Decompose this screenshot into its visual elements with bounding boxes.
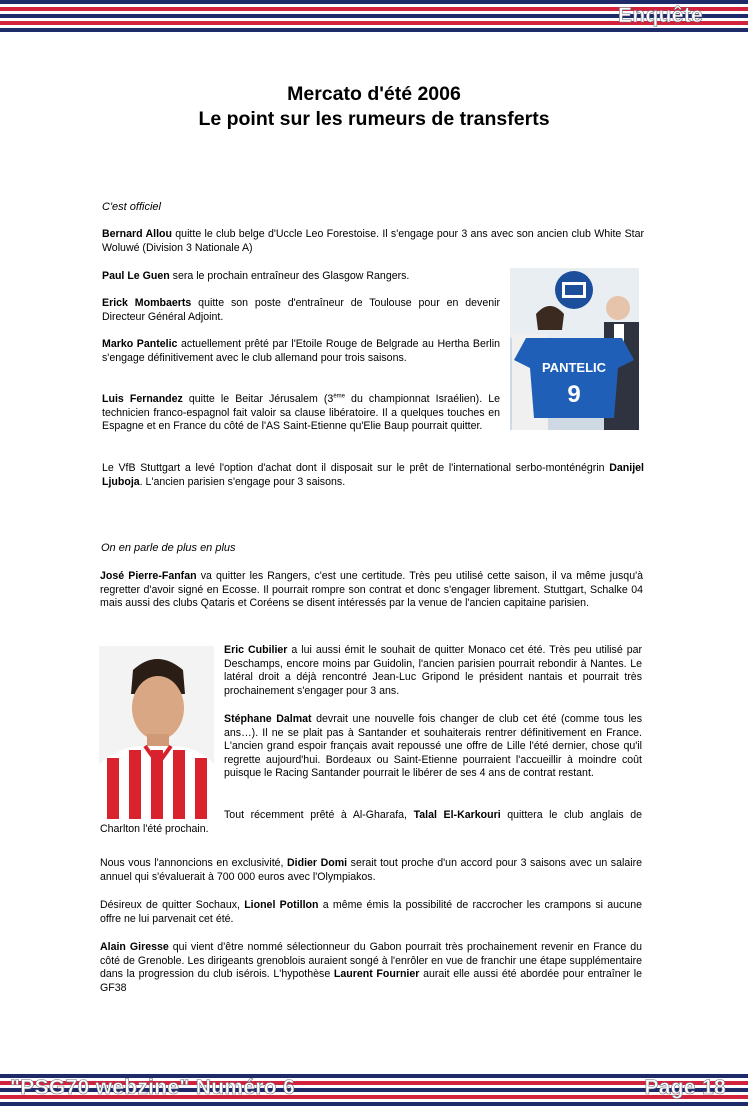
- person-name: Erick Mombaerts: [102, 297, 192, 309]
- paragraph-cubilier: [224, 644, 642, 698]
- paragraph-text: du championnat Israélien). Le technicien franco-espagnol fait valoir sa clause libératoire. Il a quelques touches en Espagne et en France du côté de l'AS Saint-Etienne qu'Elie Baup pourrait quitter.: [102, 393, 501, 433]
- section-tag: Enquête: [618, 4, 703, 27]
- section-heading-official: C'est officiel: [102, 201, 161, 213]
- paragraph-text: quitte son poste d'entraîneur de Toulouse pour en devenir Directeur Général Adjoint.: [102, 297, 501, 323]
- person-name: Didier Domi: [287, 857, 348, 869]
- photo-pantelic-presentation: [510, 268, 639, 430]
- shirt-name: PANTELIC: [541, 360, 607, 375]
- person-name: Lionel Potillon: [244, 899, 319, 911]
- paragraph-ljuboja: [102, 462, 644, 489]
- paragraph-text: a lui aussi émit le souhait de quitter Monaco cet été. Très peu utilisé par Deschamps, encore moins par Guidolin, l'ancien parisien pourrait rebondir à Nantes. Le latéral droit a déjà rencontré Jean-Luc Gripond le président nantais et pourrait très prochainement s'engager pour 3 ans.: [224, 644, 642, 697]
- person-name: Talal El-Karkouri: [413, 809, 501, 821]
- paragraph-text: quitte le club belge d'Uccle Leo Forestoise. Il s'engage pour 3 ans avec son ancien club White Star Woluwé (Division 3 Nationale A): [102, 228, 644, 254]
- paragraph-mombaerts: [102, 297, 500, 324]
- person-name: Alain Giresse: [100, 941, 169, 953]
- person-name: José Pierre-Fanfan: [100, 570, 197, 582]
- paragraph-text: quittera le club anglais de Charlton l'été prochain.: [100, 809, 642, 835]
- paragraph-text: Le VfB Stuttgart a levé l'option d'achat dont il disposait sur le prêt de l'international serbo-monténégrin: [102, 462, 610, 474]
- paragraph-text: devrait une nouvelle fois changer de club cet été (comme tous les ans…). Il ne se plait pas à Santander et souhaiterais rentrer définitivement en France. L'ancien grand espoir français avait repoussé une offre de Lille l'été dernier, chose qu'il regrette aujourd'hui. Bordeaux ou Saint-Etienne pourraient l'accueillir à moindre coût puisque le Racing Santander pourrait le libérer de ses 4 ans de contrat restant.: [224, 713, 642, 780]
- paragraph-text: Désireux de quitter Sochaux,: [100, 899, 245, 911]
- footer-publication: "PSG70 webzine" Numéro 6: [10, 1076, 296, 1099]
- paragraph-text: Tout récemment prêté à Al-Gharafa,: [224, 809, 414, 821]
- paragraph-text: sera le prochain entraîneur des Glasgow Rangers.: [169, 270, 410, 282]
- paragraph-fernandez: [102, 393, 500, 434]
- person-name: Stéphane Dalmat: [224, 713, 312, 725]
- paragraph-pantelic: [102, 338, 500, 365]
- person-name: Bernard Allou: [102, 228, 172, 240]
- footer-page-number: Page 18: [644, 1076, 726, 1099]
- paragraph-potillon: [100, 899, 642, 926]
- paragraph-text: va quitter les Rangers, c'est une certitude. Très peu utilisé cette saison, il va même jusqu'à regretter d'avoir signé en Ecosse. Il pourrait rompre son contrat et donc s'engager librement. Stuttgart, Schalke 04 mais aussi des clubs Qataris et Coréens se disent intéressés par la venue de l'ancien capitaine parisien.: [100, 570, 643, 610]
- paragraph-text: qui vient d'être nommé sélectionneur du Gabon pourrait très prochainement revenir en France du côté de Grenoble. Les dirigeants grenoblois auraient songé à l'enrôler en vue de franchir une étape supplémentaire dans la progression du club isérois. L'hypothèse: [100, 941, 642, 981]
- person-name: Paul Le Guen: [102, 270, 170, 282]
- title-line-1: Mercato d'été 2006: [287, 83, 461, 105]
- photo-pantelic-illustration: [510, 268, 639, 430]
- paragraph-text: quitte le Beitar Jérusalem (3: [182, 393, 334, 405]
- title-line-2: Le point sur les rumeurs de transferts: [198, 108, 550, 130]
- paragraph-le-guen: [102, 270, 502, 284]
- person-name: Danijel Ljuboja: [102, 462, 644, 488]
- paragraph-el-karkouri: [100, 809, 642, 836]
- paragraph-domi: [100, 857, 642, 884]
- ordinal-suffix: ème: [333, 393, 345, 400]
- paragraph-text: actuellement prêté par l'Etoile Rouge de Belgrade au Hertha Berlin s'engage définitivement avec le club allemand pour trois saisons.: [102, 338, 500, 364]
- paragraph-text: serait tout proche d'un accord pour 3 saisons avec un salaire annuel qui s'évaluerait à 700 000 euros avec l'Olympiakos.: [100, 857, 642, 883]
- person-name: Luis Fernandez: [102, 393, 183, 405]
- section-heading-rumours: On en parle de plus en plus: [101, 542, 236, 554]
- paragraph-allou: [102, 228, 644, 255]
- paragraph-pierre-fanfan: [100, 570, 643, 611]
- shirt-number: 9: [567, 381, 581, 408]
- person-name: Eric Cubilier: [224, 644, 288, 656]
- paragraph-text: . L'ancien parisien s'engage pour 3 saisons.: [139, 475, 346, 488]
- paragraph-text: Nous vous l'annoncions en exclusivité,: [100, 857, 288, 869]
- paragraph-giresse: [100, 941, 642, 995]
- player-portrait-illustration: [99, 646, 214, 819]
- paragraph-dalmat: [224, 713, 642, 781]
- person-name: Marko Pantelic: [102, 338, 178, 350]
- paragraph-text: a même émis la possibilité de raccrocher les crampons si aucune offre ne lui parvenait cet été.: [100, 899, 642, 925]
- page-title: [0, 82, 748, 132]
- player-portrait-photo: [99, 646, 214, 819]
- paragraph-text: aurait elle aussi été abordée pour entraîner le GF38: [100, 968, 642, 994]
- person-name: Laurent Fournier: [333, 968, 420, 981]
